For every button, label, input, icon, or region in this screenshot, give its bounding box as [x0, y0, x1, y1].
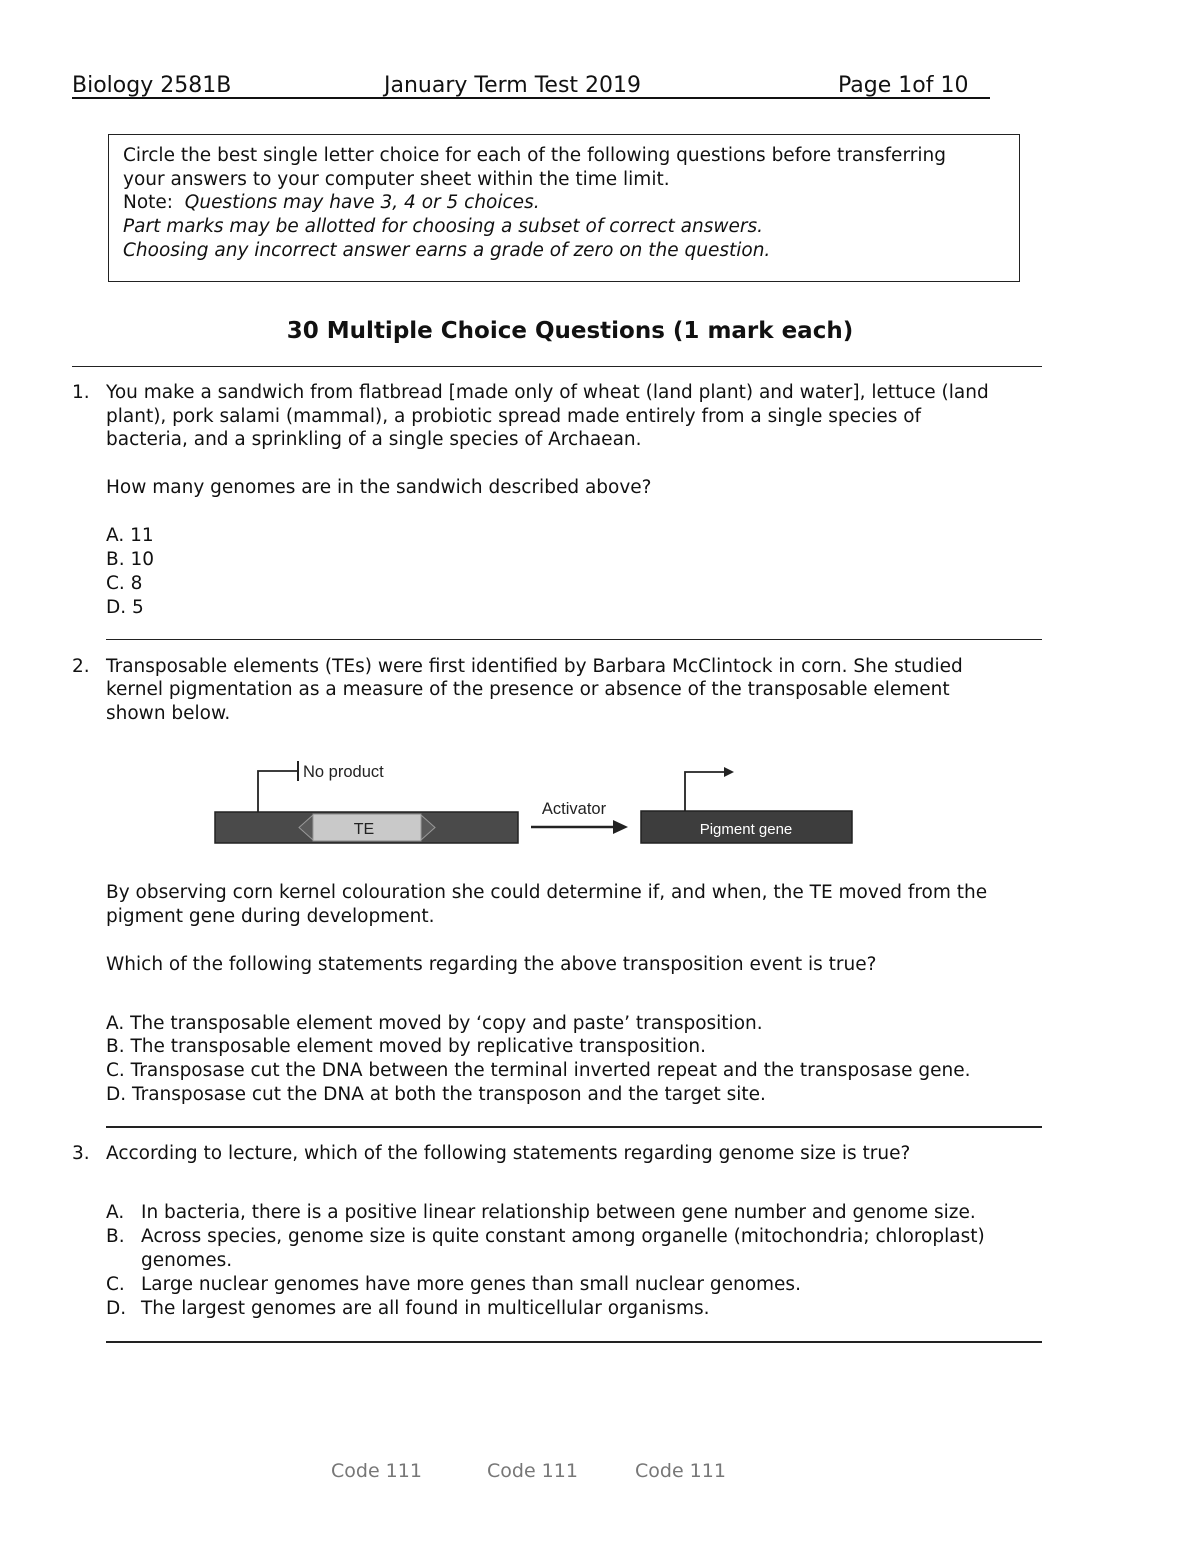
- instructions-line-2: your answers to your computer sheet within the time limit.: [123, 169, 670, 190]
- divider: [106, 1126, 1042, 1128]
- question-3-option-text: In bacteria, there is a positive linear relationship between gene number and genome size.: [141, 1202, 976, 1223]
- question-2-stem-line: Transposable elements (TEs) were first identified by Barbara McClintock in corn. She studied: [106, 656, 963, 677]
- question-3-option-text: genomes.: [141, 1250, 233, 1271]
- question-1-option: B. 10: [106, 549, 154, 570]
- question-1-stem-line: bacteria, and a sprinkling of a single species of Archaean.: [106, 429, 642, 450]
- question-1-number: 1.: [72, 382, 90, 403]
- question-2-option: B. The transposable element moved by replicative transposition.: [106, 1036, 706, 1057]
- divider: [106, 639, 1042, 640]
- question-3-option-letter: B.: [106, 1226, 125, 1247]
- question-2-stem-line: shown below.: [106, 703, 231, 724]
- question-1-option: C. 8: [106, 573, 143, 594]
- instructions-line-1: Circle the best single letter choice for each of the following questions before transferring: [123, 145, 946, 166]
- question-1-stem-line: You make a sandwich from flatbread [made only of wheat (land plant) and water], lettuce (land: [106, 382, 989, 403]
- instructions-box: [108, 134, 1020, 282]
- question-3-option-text: The largest genomes are all found in multicellular organisms.: [141, 1298, 710, 1319]
- question-2-stem2-line: By observing corn kernel colouration she could determine if, and when, the TE moved from the: [106, 882, 988, 903]
- instructions-line-5: Choosing any incorrect answer earns a grade of zero on the question.: [123, 240, 771, 261]
- question-3-number: 3.: [72, 1143, 90, 1164]
- section-title: 30 Multiple Choice Questions (1 mark each): [286, 318, 854, 344]
- header-underline: [72, 97, 990, 99]
- question-3-prompt: According to lecture, which of the following statements regarding genome size is true?: [106, 1143, 911, 1164]
- active-promoter-line: [685, 772, 726, 811]
- question-3-option-text: Large nuclear genomes have more genes than small nuclear genomes.: [141, 1274, 801, 1295]
- no-product-label: No product: [303, 763, 384, 781]
- footer-code: Code 111: [331, 1460, 422, 1482]
- question-1-option: D. 5: [106, 597, 144, 618]
- arrow-right-icon: [613, 820, 628, 834]
- question-3-option-letter: C.: [106, 1274, 125, 1295]
- activator-label: Activator: [541, 800, 607, 818]
- question-2-number: 2.: [72, 656, 90, 677]
- header-page-number: Page 1of 10: [838, 73, 969, 98]
- instructions-note: [123, 191, 540, 215]
- header-test-title: January Term Test 2019: [384, 73, 642, 98]
- divider: [106, 1341, 1042, 1343]
- question-1-option: A. 11: [106, 525, 154, 546]
- divider: [72, 366, 1042, 367]
- pigment-gene-label: Pigment gene: [699, 821, 793, 838]
- question-2-option: D. Transposase cut the DNA at both the transposon and the target site.: [106, 1084, 766, 1105]
- te-label: TE: [353, 821, 375, 838]
- footer-code: Code 111: [487, 1460, 578, 1482]
- note-label: Note:: [123, 192, 174, 213]
- question-3-option-text: Across species, genome size is quite constant among organelle (mitochondria; chloroplast): [141, 1226, 985, 1247]
- header-course: Biology 2581B: [72, 73, 232, 98]
- question-2-stem-line: kernel pigmentation as a measure of the presence or absence of the transposable element: [106, 679, 950, 700]
- note-text: Questions may have 3, 4 or 5 choices.: [184, 192, 540, 213]
- blocked-promoter-line: [258, 771, 298, 812]
- question-2-prompt: Which of the following statements regarding the above transposition event is true?: [106, 954, 877, 975]
- footer-code: Code 111: [635, 1460, 726, 1482]
- question-2-option: A. The transposable element moved by ‘copy and paste’ transposition.: [106, 1013, 763, 1034]
- transposon-figure: [210, 755, 860, 850]
- question-1-prompt: How many genomes are in the sandwich described above?: [106, 477, 652, 498]
- promoter-arrow-icon: [724, 767, 734, 777]
- question-3-option-letter: A.: [106, 1202, 125, 1223]
- question-2-stem2-line: pigment gene during development.: [106, 906, 435, 927]
- question-2-option: C. Transposase cut the DNA between the terminal inverted repeat and the transposase gene.: [106, 1060, 971, 1081]
- instructions-line-4: Part marks may be allotted for choosing a subset of correct answers.: [123, 216, 763, 237]
- question-3-option-letter: D.: [106, 1298, 127, 1319]
- question-1-stem-line: plant), pork salami (mammal), a probiotic spread made entirely from a single species of: [106, 406, 922, 427]
